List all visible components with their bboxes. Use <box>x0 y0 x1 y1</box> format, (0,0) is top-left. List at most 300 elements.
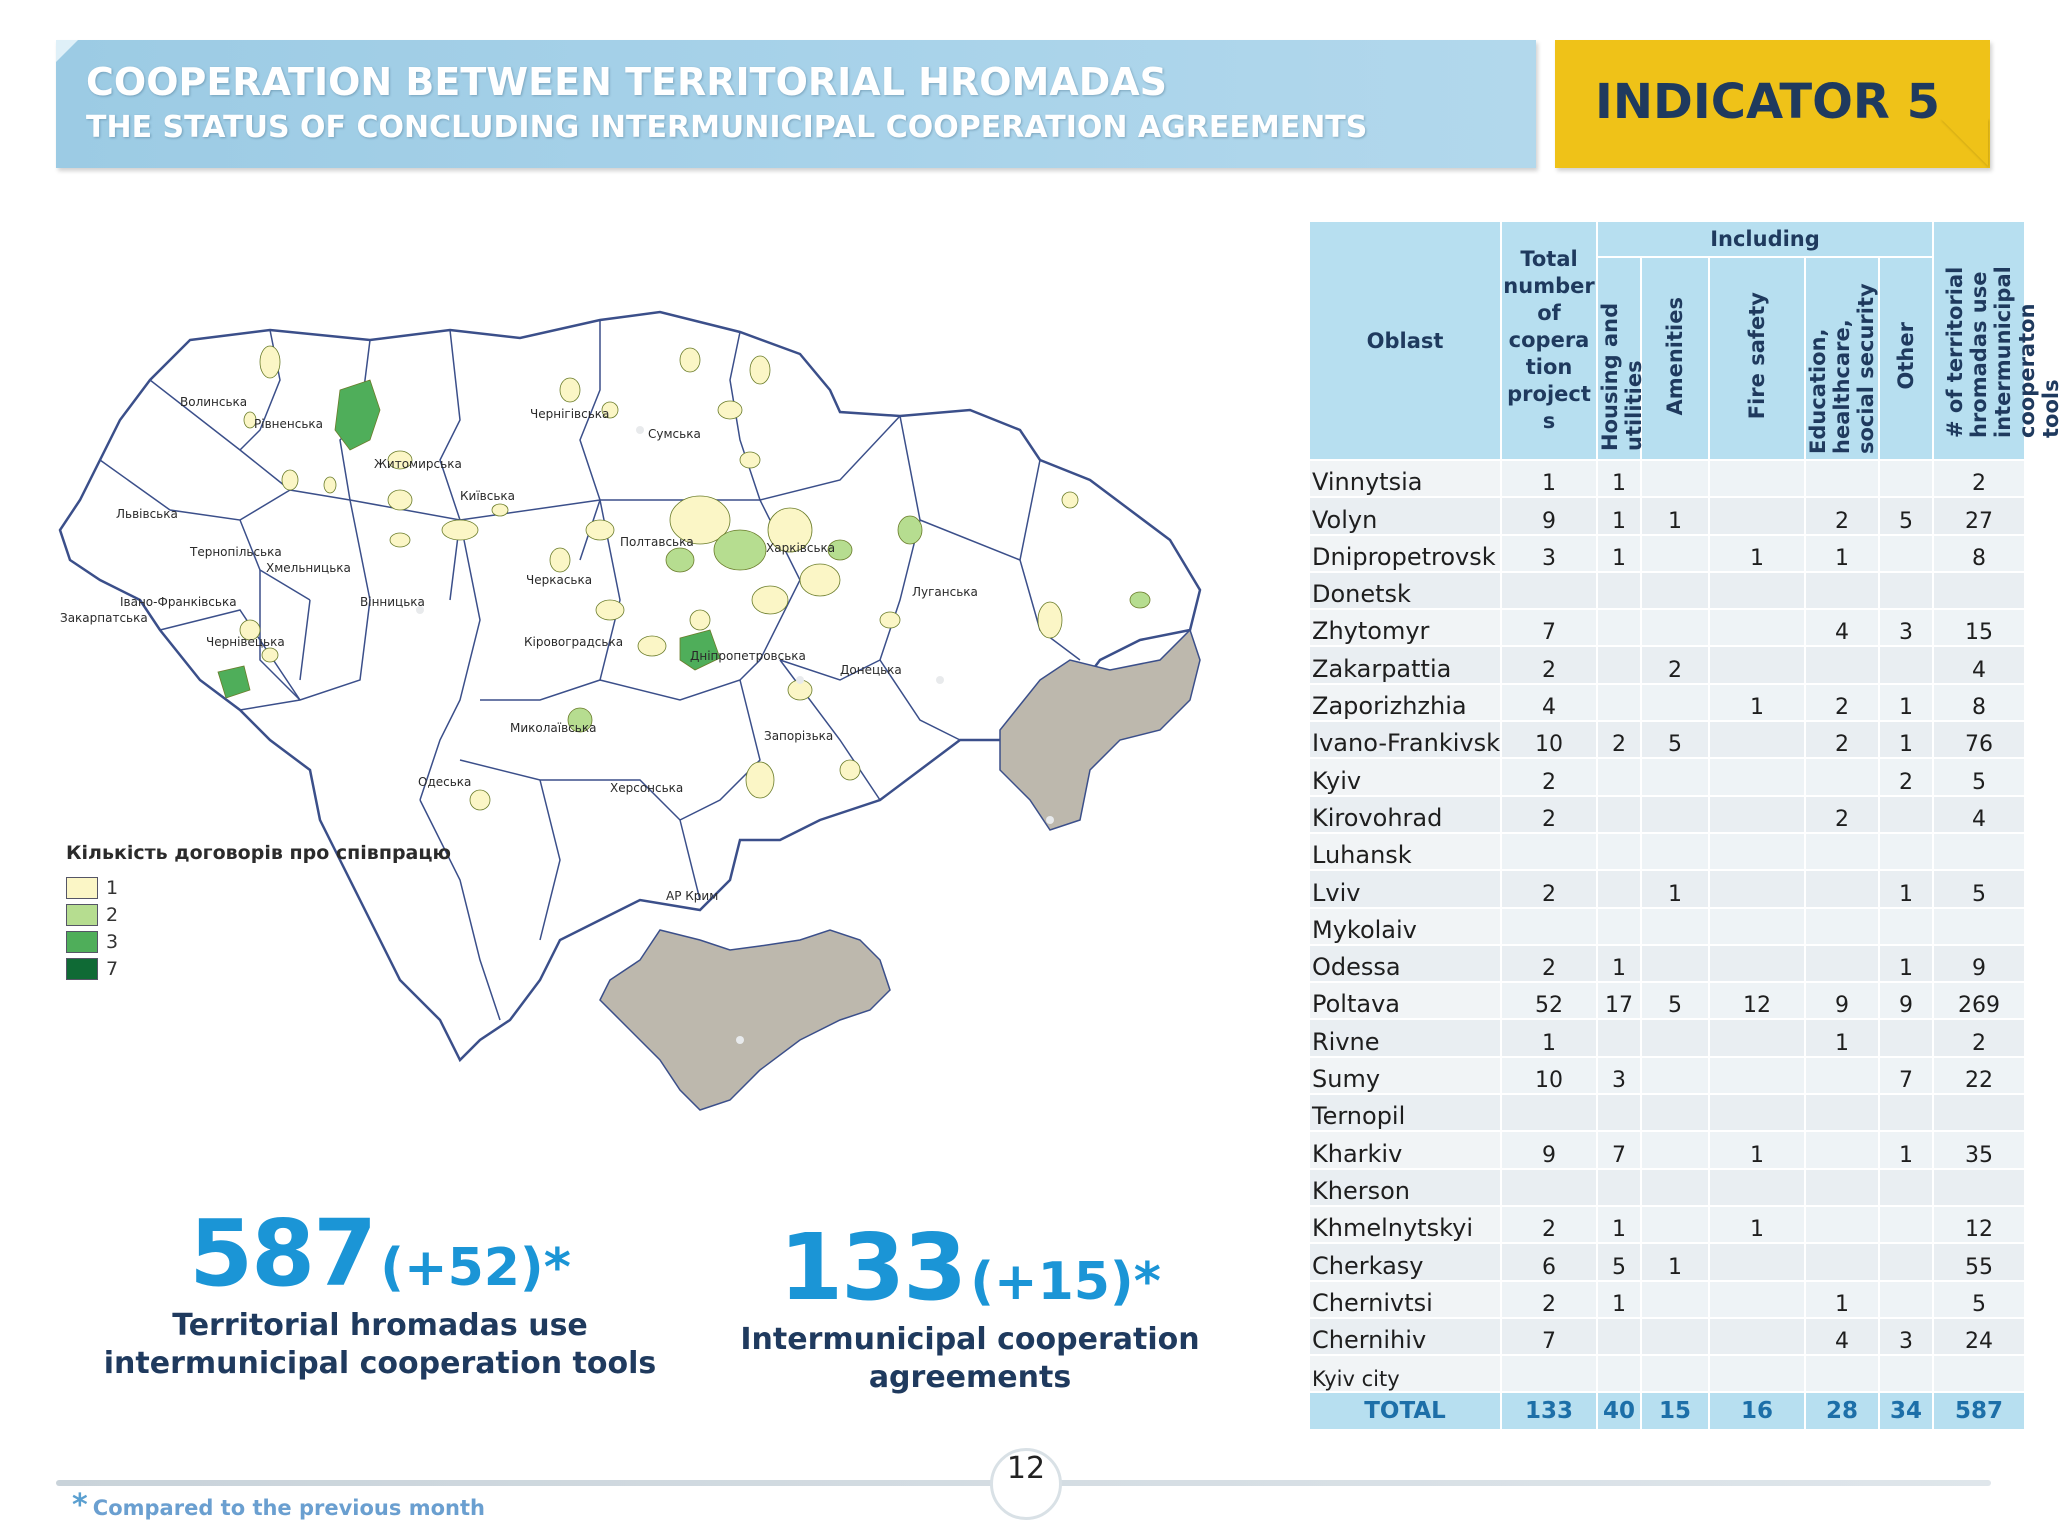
label-odeska: Одеська <box>418 775 472 789</box>
cell-fire: 1 <box>1709 535 1805 572</box>
cell-fire <box>1709 1019 1805 1056</box>
label-kirovohradska: Кіровоградська <box>524 635 624 649</box>
label-poltavska: Полтавська <box>620 535 694 549</box>
banner-corner-decoration <box>56 40 78 62</box>
total-amenities: 15 <box>1641 1392 1709 1430</box>
cell-total: 10 <box>1501 721 1597 758</box>
legend-item <box>66 955 451 982</box>
cell-oblast: Zakarpattia <box>1309 646 1501 683</box>
cell-housing <box>1597 1169 1641 1206</box>
indicator-label: INDICATOR 5 <box>1595 74 1940 130</box>
cell-oblast: Luhansk <box>1309 833 1501 870</box>
cell-fire: 1 <box>1709 684 1805 721</box>
stat-hromadas-caption-line2: intermunicipal cooperation tools <box>103 1346 657 1381</box>
cell-total: 2 <box>1501 1281 1597 1318</box>
cell-amenities <box>1641 1019 1709 1056</box>
col-header-other-text: Other <box>1894 322 1919 390</box>
cell-oblast: Poltava <box>1309 982 1501 1019</box>
cell-total: 1 <box>1501 460 1597 497</box>
cell-amenities <box>1641 535 1709 572</box>
footnote-star: * <box>72 1488 88 1523</box>
cell-education: 4 <box>1805 1318 1879 1355</box>
cell-fire <box>1709 497 1805 534</box>
cell-amenities <box>1641 908 1709 945</box>
col-header-total-line: of <box>1537 301 1561 325</box>
cell-hromadas: 27 <box>1933 497 2025 534</box>
cell-amenities <box>1641 796 1709 833</box>
cell-other <box>1879 1355 1933 1392</box>
cell-oblast: Lviv <box>1309 870 1501 907</box>
cell-housing: 1 <box>1597 1281 1641 1318</box>
cell-other: 7 <box>1879 1057 1933 1094</box>
cell-hromadas: 8 <box>1933 535 2025 572</box>
cell-education <box>1805 1131 1879 1168</box>
cell-other: 1 <box>1879 684 1933 721</box>
stat-hromadas-caption-line1: Territorial hromadas use <box>172 1308 588 1343</box>
cell-other: 1 <box>1879 1131 1933 1168</box>
legend-title: Кількість договорів про співпрацю <box>66 842 451 864</box>
cell-education: 2 <box>1805 796 1879 833</box>
label-khersonska: Херсонська <box>610 781 684 795</box>
cell-other <box>1879 1206 1933 1243</box>
col-header-fire-text: Fire safety <box>1745 292 1770 420</box>
cell-housing: 1 <box>1597 945 1641 982</box>
cell-fire <box>1709 1243 1805 1280</box>
cell-fire <box>1709 1094 1805 1131</box>
ukraine-map <box>40 300 1300 1160</box>
col-header-hromadas-text: # of territorial hromadas use intermunicipal cooperaton tools <box>1943 266 2063 438</box>
cell-total: 7 <box>1501 1318 1597 1355</box>
cell-education <box>1805 870 1879 907</box>
cell-housing: 2 <box>1597 721 1641 758</box>
cell-amenities: 1 <box>1641 497 1709 534</box>
cell-housing <box>1597 572 1641 609</box>
col-header-amenities <box>1641 257 1709 460</box>
cell-housing <box>1597 1019 1641 1056</box>
col-header-amenities-text: Amenities <box>1663 296 1688 416</box>
footnote <box>72 1488 485 1523</box>
cell-other: 5 <box>1879 497 1933 534</box>
legend-item <box>66 928 451 955</box>
total-other: 34 <box>1879 1392 1933 1430</box>
label-dnipropetrovska: Дніпропетровська <box>690 649 806 663</box>
cell-housing <box>1597 1355 1641 1392</box>
cell-other <box>1879 1169 1933 1206</box>
cell-education: 1 <box>1805 1281 1879 1318</box>
total-label: TOTAL <box>1309 1392 1501 1430</box>
cell-housing <box>1597 684 1641 721</box>
stat-agreements-caption-line2: agreements <box>868 1360 1072 1395</box>
legend-item <box>66 874 451 901</box>
col-header-education-text: Education, healthcare, social security <box>1806 283 1879 454</box>
cell-hromadas: 8 <box>1933 684 2025 721</box>
col-header-oblast: Oblast <box>1309 221 1501 460</box>
cell-oblast: Sumy <box>1309 1057 1501 1094</box>
cell-total: 4 <box>1501 684 1597 721</box>
cell-fire <box>1709 646 1805 683</box>
cell-hromadas <box>1933 833 2025 870</box>
cell-amenities <box>1641 1281 1709 1318</box>
table-row <box>1309 945 2025 982</box>
table-body <box>1309 460 2025 1392</box>
cell-housing <box>1597 646 1641 683</box>
cell-oblast: Chernihiv <box>1309 1318 1501 1355</box>
cell-fire <box>1709 460 1805 497</box>
cell-total: 1 <box>1501 1019 1597 1056</box>
col-header-housing <box>1597 257 1647 460</box>
col-header-fire <box>1709 257 1805 460</box>
cell-total <box>1501 908 1597 945</box>
cell-total: 2 <box>1501 945 1597 982</box>
cell-housing <box>1597 1094 1641 1131</box>
cell-fire: 12 <box>1709 982 1805 1019</box>
title-banner <box>56 40 1536 168</box>
cell-amenities <box>1641 572 1709 609</box>
cell-education <box>1805 1243 1879 1280</box>
label-vinnytska: Вінницька <box>360 595 425 609</box>
cell-total: 6 <box>1501 1243 1597 1280</box>
table-row <box>1309 1243 2025 1280</box>
label-zhytomyrska: Житомирська <box>374 457 462 471</box>
label-kharkivska: Харківська <box>766 541 836 555</box>
cell-oblast: Kherson <box>1309 1169 1501 1206</box>
table-row <box>1309 833 2025 870</box>
cell-housing: 5 <box>1597 1243 1641 1280</box>
cell-hromadas: 5 <box>1933 870 2025 907</box>
cell-other <box>1879 1243 1933 1280</box>
cell-other <box>1879 908 1933 945</box>
cell-other <box>1879 1019 1933 1056</box>
cell-oblast: Volyn <box>1309 497 1501 534</box>
cell-oblast: Kharkiv <box>1309 1131 1501 1168</box>
cell-hromadas: 22 <box>1933 1057 2025 1094</box>
table-row <box>1309 1206 2025 1243</box>
cell-housing <box>1597 1318 1641 1355</box>
cell-amenities <box>1641 609 1709 646</box>
col-header-including: Including <box>1597 221 1933 257</box>
col-header-housing-text: Housing and utilities <box>1598 302 1647 451</box>
map-legend <box>66 842 451 982</box>
table-row <box>1309 982 2025 1019</box>
cell-amenities: 5 <box>1641 982 1709 1019</box>
label-ivanofrankivska: Івано-Франківська <box>120 595 237 609</box>
cell-other <box>1879 833 1933 870</box>
table-row <box>1309 609 2025 646</box>
cell-other: 1 <box>1879 721 1933 758</box>
cell-total: 9 <box>1501 1131 1597 1168</box>
stat-hromadas-delta: (+52)* <box>380 1238 571 1298</box>
cell-other: 3 <box>1879 1318 1933 1355</box>
cell-education <box>1805 1057 1879 1094</box>
cell-hromadas: 5 <box>1933 758 2025 795</box>
cell-total: 9 <box>1501 497 1597 534</box>
label-crimea: АР Крим <box>666 889 719 903</box>
table-row <box>1309 1131 2025 1168</box>
cell-fire <box>1709 758 1805 795</box>
cell-hromadas <box>1933 1355 2025 1392</box>
cell-total <box>1501 572 1597 609</box>
cell-total: 2 <box>1501 870 1597 907</box>
cell-hromadas: 5 <box>1933 1281 2025 1318</box>
cell-education: 9 <box>1805 982 1879 1019</box>
cell-total: 3 <box>1501 535 1597 572</box>
total-education: 28 <box>1805 1392 1879 1430</box>
table-row <box>1309 908 2025 945</box>
label-donetska: Донецька <box>840 663 902 677</box>
cell-education <box>1805 460 1879 497</box>
cell-oblast: Zaporizhzhia <box>1309 684 1501 721</box>
cell-education: 2 <box>1805 497 1879 534</box>
cell-amenities: 1 <box>1641 870 1709 907</box>
cell-fire <box>1709 796 1805 833</box>
label-mykolaivska: Миколаївська <box>510 721 597 735</box>
label-luhanska: Луганська <box>912 585 978 599</box>
cell-other: 2 <box>1879 758 1933 795</box>
label-sumska: Сумська <box>648 427 701 441</box>
legend-swatch <box>66 958 98 980</box>
legend-label: 2 <box>106 903 119 926</box>
cell-total <box>1501 1094 1597 1131</box>
cell-fire <box>1709 572 1805 609</box>
stat-agreements-value: 133 <box>779 1214 966 1321</box>
cell-hromadas: 12 <box>1933 1206 2025 1243</box>
total-projects: 133 <box>1501 1392 1597 1430</box>
cell-hromadas: 15 <box>1933 609 2025 646</box>
cell-oblast: Kyiv <box>1309 758 1501 795</box>
label-kyivska: Київська <box>460 489 515 503</box>
col-header-total-line: Total <box>1520 247 1578 271</box>
cell-total: 2 <box>1501 646 1597 683</box>
cell-fire <box>1709 609 1805 646</box>
col-header-total-line: project <box>1507 382 1591 406</box>
cell-amenities: 2 <box>1641 646 1709 683</box>
cell-other <box>1879 646 1933 683</box>
label-zakarpatska: Закарпатська <box>60 611 148 625</box>
cell-fire <box>1709 1318 1805 1355</box>
cell-hromadas: 2 <box>1933 1019 2025 1056</box>
table-row <box>1309 721 2025 758</box>
cell-amenities <box>1641 460 1709 497</box>
cell-other <box>1879 1281 1933 1318</box>
table-row <box>1309 1318 2025 1355</box>
col-header-total-line: tion <box>1525 355 1573 379</box>
cell-education: 2 <box>1805 721 1879 758</box>
cell-other <box>1879 796 1933 833</box>
cell-education <box>1805 1169 1879 1206</box>
cell-education: 4 <box>1805 609 1879 646</box>
cell-other: 3 <box>1879 609 1933 646</box>
cell-hromadas: 35 <box>1933 1131 2025 1168</box>
cell-hromadas: 4 <box>1933 796 2025 833</box>
cell-hromadas: 2 <box>1933 460 2025 497</box>
label-chernihivska: Чернігівська <box>530 407 610 421</box>
col-header-total-line: s <box>1542 409 1556 433</box>
cell-fire <box>1709 833 1805 870</box>
total-fire: 16 <box>1709 1392 1805 1430</box>
cell-housing <box>1597 758 1641 795</box>
cell-education: 2 <box>1805 684 1879 721</box>
cell-oblast: Cherkasy <box>1309 1243 1501 1280</box>
table-row <box>1309 460 2025 497</box>
label-lvivska: Львівська <box>116 507 178 521</box>
crimea-area <box>600 930 890 1110</box>
cell-total: 10 <box>1501 1057 1597 1094</box>
cell-housing: 3 <box>1597 1057 1641 1094</box>
label-khmelnytska: Хмельницька <box>266 561 351 575</box>
cell-fire <box>1709 1169 1805 1206</box>
cell-education <box>1805 1094 1879 1131</box>
cell-education <box>1805 945 1879 982</box>
cell-hromadas: 4 <box>1933 646 2025 683</box>
cell-oblast: Odessa <box>1309 945 1501 982</box>
cell-amenities <box>1641 758 1709 795</box>
cooperation-table <box>1308 220 2063 1431</box>
page-subtitle: THE STATUS OF CONCLUDING INTERMUNICIPAL COOPERATION AGREEMENTS <box>86 110 1368 145</box>
cell-housing: 1 <box>1597 535 1641 572</box>
cell-amenities <box>1641 1131 1709 1168</box>
cell-other: 1 <box>1879 945 1933 982</box>
cell-total: 52 <box>1501 982 1597 1019</box>
cell-amenities <box>1641 833 1709 870</box>
stat-agreements <box>720 1214 1220 1397</box>
total-hromadas: 587 <box>1933 1392 2025 1430</box>
total-housing: 40 <box>1597 1392 1641 1430</box>
cell-amenities <box>1641 1169 1709 1206</box>
cell-oblast: Mykolaiv <box>1309 908 1501 945</box>
cell-education: 1 <box>1805 535 1879 572</box>
label-ternopilska: Тернопільська <box>190 545 282 559</box>
cell-housing <box>1597 833 1641 870</box>
cell-education <box>1805 908 1879 945</box>
table-row <box>1309 646 2025 683</box>
table-row <box>1309 572 2025 609</box>
cell-housing <box>1597 609 1641 646</box>
legend-label: 7 <box>106 957 119 980</box>
cell-hromadas: 24 <box>1933 1318 2025 1355</box>
cell-oblast: Dnipropetrovsk <box>1309 535 1501 572</box>
label-cherkaska: Черкаська <box>526 573 593 587</box>
cell-amenities <box>1641 1057 1709 1094</box>
footnote-text: Compared to the previous month <box>92 1496 485 1520</box>
cell-hromadas <box>1933 1169 2025 1206</box>
cell-total <box>1501 833 1597 870</box>
cell-housing <box>1597 870 1641 907</box>
cell-oblast: Ternopil <box>1309 1094 1501 1131</box>
cell-other: 9 <box>1879 982 1933 1019</box>
legend-label: 3 <box>106 930 119 953</box>
cell-amenities <box>1641 1094 1709 1131</box>
cell-amenities: 5 <box>1641 721 1709 758</box>
cell-housing <box>1597 908 1641 945</box>
cell-other: 1 <box>1879 870 1933 907</box>
cell-total: 2 <box>1501 796 1597 833</box>
cell-amenities <box>1641 684 1709 721</box>
cell-total <box>1501 1355 1597 1392</box>
cell-oblast: Khmelnytskyi <box>1309 1206 1501 1243</box>
legend-label: 1 <box>106 876 119 899</box>
col-header-total-line: copera <box>1508 328 1590 352</box>
indicator-notch-decoration <box>1940 118 1988 166</box>
col-header-hromadas <box>1933 221 2063 460</box>
table-row <box>1309 1094 2025 1131</box>
cell-amenities <box>1641 1355 1709 1392</box>
cell-hromadas: 269 <box>1933 982 2025 1019</box>
table-total-row <box>1309 1392 2025 1430</box>
cell-other <box>1879 535 1933 572</box>
col-header-total <box>1501 221 1597 460</box>
cell-housing: 1 <box>1597 497 1641 534</box>
cell-fire <box>1709 721 1805 758</box>
cell-hromadas: 76 <box>1933 721 2025 758</box>
cell-amenities <box>1641 1206 1709 1243</box>
cell-fire: 1 <box>1709 1131 1805 1168</box>
page-title: COOPERATION BETWEEN TERRITORIAL HROMADAS <box>86 60 1168 104</box>
cell-oblast: Vinnytsia <box>1309 460 1501 497</box>
table-row <box>1309 497 2025 534</box>
cell-housing: 17 <box>1597 982 1641 1019</box>
cell-amenities <box>1641 945 1709 982</box>
cell-fire <box>1709 1281 1805 1318</box>
cell-total <box>1501 1169 1597 1206</box>
cell-oblast: Chernivtsi <box>1309 1281 1501 1318</box>
cell-oblast: Kirovohrad <box>1309 796 1501 833</box>
legend-swatch <box>66 877 98 899</box>
cell-other <box>1879 1094 1933 1131</box>
col-header-education <box>1805 257 1879 460</box>
stat-agreements-delta: (+15)* <box>970 1252 1161 1312</box>
cell-other <box>1879 572 1933 609</box>
cell-other <box>1879 460 1933 497</box>
cell-oblast: Ivano-Frankivsk <box>1309 721 1501 758</box>
legend-swatch <box>66 931 98 953</box>
table-row <box>1309 1019 2025 1056</box>
table-row <box>1309 684 2025 721</box>
cell-oblast: Rivne <box>1309 1019 1501 1056</box>
cell-fire: 1 <box>1709 1206 1805 1243</box>
cell-oblast: Donetsk <box>1309 572 1501 609</box>
cell-housing: 1 <box>1597 1206 1641 1243</box>
cell-hromadas <box>1933 572 2025 609</box>
table-row <box>1309 1169 2025 1206</box>
cell-education: 1 <box>1805 1019 1879 1056</box>
stat-hromadas <box>100 1200 660 1383</box>
cell-oblast: Kyiv city <box>1309 1355 1501 1392</box>
cell-hromadas <box>1933 908 2025 945</box>
table-row <box>1309 870 2025 907</box>
page-number: 12 <box>990 1448 1062 1520</box>
cell-total: 2 <box>1501 758 1597 795</box>
cell-education <box>1805 833 1879 870</box>
cell-fire <box>1709 870 1805 907</box>
cell-hromadas <box>1933 1094 2025 1131</box>
cell-amenities: 1 <box>1641 1243 1709 1280</box>
cell-education <box>1805 1355 1879 1392</box>
label-zaporizka: Запорізька <box>764 729 834 743</box>
stat-agreements-caption-line1: Intermunicipal cooperation <box>740 1322 1200 1357</box>
cell-education <box>1805 646 1879 683</box>
cell-amenities <box>1641 1318 1709 1355</box>
cell-fire <box>1709 908 1805 945</box>
label-volynska: Волинська <box>180 395 248 409</box>
label-chernivetska: Чернівецька <box>206 635 285 649</box>
cell-education <box>1805 758 1879 795</box>
table-row <box>1309 758 2025 795</box>
cell-education <box>1805 1206 1879 1243</box>
cell-education <box>1805 572 1879 609</box>
cell-housing <box>1597 796 1641 833</box>
table-row <box>1309 796 2025 833</box>
label-rivnenska: Рівненська <box>254 417 323 431</box>
